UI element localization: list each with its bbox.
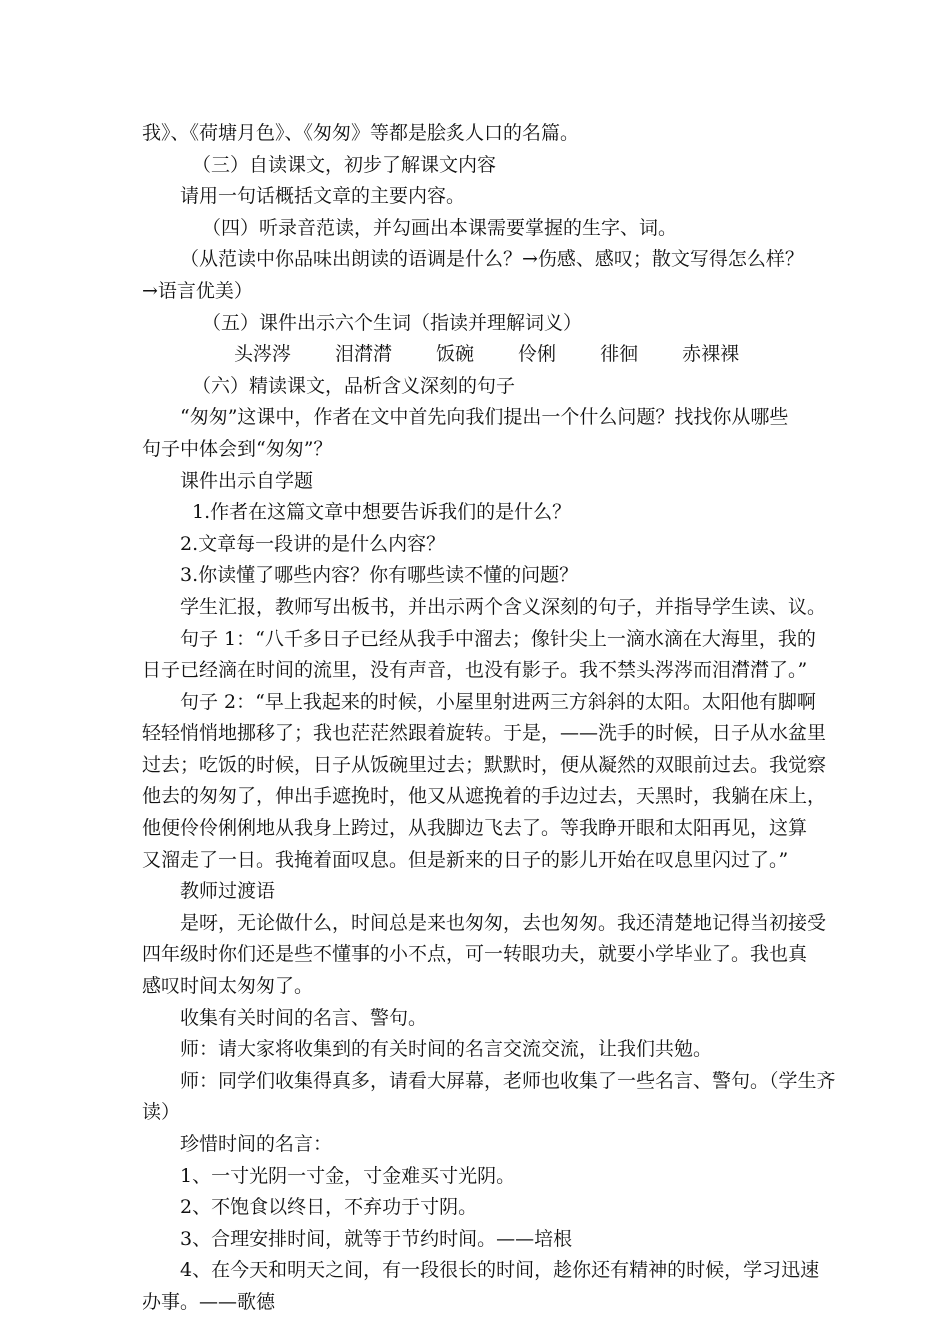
- text-line: 师：请大家将收集到的有关时间的名言交流交流，让我们共勉。: [180, 1038, 713, 1061]
- quote-item: 3、合理安排时间，就等于节约时间。——培根: [180, 1227, 573, 1250]
- text-line: 他去的匆匆了，伸出手遮挽时，他又从遮挽着的手边过去，天黑时，我躺在床上，: [142, 785, 827, 808]
- text-line: 办事。——歌德: [142, 1290, 276, 1313]
- quote-sentence-1: 句子 1：“八千多日子已经从我手中溜去；像针尖上一滴水滴在大海里，我的: [180, 627, 816, 650]
- question-item: 3.你读懂了哪些内容？你有哪些读不懂的问题？: [180, 564, 579, 587]
- text-line: 读）: [142, 1101, 181, 1124]
- text-line: 过去；吃饭的时候，日子从饭碗里过去；默默时，便从凝然的双眼前过去。我觉察: [142, 753, 827, 776]
- text-line: 句子中体会到“匆匆”？: [142, 437, 333, 460]
- text-line: 我》、《荷塘月色》、《匆匆》等都是脍炙人口的名篇。: [142, 122, 580, 144]
- text-line: 学生汇报，教师写出板书，并出示两个含义深刻的句子，并指导学生读、议。: [180, 595, 827, 618]
- text-line: 是呀，无论做什么，时间总是来也匆匆，去也匆匆。我还清楚地记得当初接受: [180, 911, 827, 934]
- text-line: 他便伶伶俐俐地从我身上跨过，从我脚边飞去了。等我睁开眼和太阳再见，这算: [142, 817, 808, 840]
- section-heading-3: （三）自读课文，初步了解课文内容: [192, 153, 497, 176]
- text-line: 感叹时间太匆匆了。: [142, 975, 314, 998]
- text-line: 珍惜时间的名言：: [180, 1133, 333, 1155]
- text-line: 课件出示自学题: [180, 469, 314, 492]
- vocab-word: 伶俐: [518, 343, 557, 366]
- text-line: 四年级时你们还是些不懂事的小不点，可一转眼功夫，就要小学毕业了。我也真: [142, 943, 808, 966]
- text-line: （从范读中你品味出朗读的语调是什么？→伤感、感叹；散文写得怎么样？: [180, 248, 804, 271]
- quote-item: 1、一寸光阴一寸金，寸金难买寸光阴。: [180, 1164, 516, 1187]
- text-line: “匆匆”这课中，作者在文中首先向我们提出一个什么问题？找找你从哪些: [180, 406, 789, 429]
- quote-sentence-2: 句子 2：“早上我起来的时候，小屋里射进两三方斜斜的太阳。太阳他有脚啊: [180, 690, 816, 713]
- vocab-list: [142, 339, 812, 371]
- text-line: 教师过渡语: [180, 880, 276, 903]
- vocab-word: 赤裸裸: [682, 343, 740, 366]
- quote-item: 2、不饱食以终日，不弃功于寸阴。: [180, 1196, 478, 1219]
- text-line: 日子已经滴在时间的流里，没有声音，也没有影子。我不禁头涔涔而泪潸潸了。”: [142, 659, 808, 682]
- question-item: 1.作者在这篇文章中想要告诉我们的是什么？: [192, 501, 572, 524]
- document-body: [142, 118, 836, 1319]
- section-heading-4: （四）听录音范读，并勾画出本课需要掌握的生字、词。: [202, 216, 678, 239]
- text-line: 轻轻悄悄地挪移了；我也茫茫然跟着旋转。于是，——洗手的时候，日子从水盆里: [142, 722, 827, 745]
- text-line: 又溜走了一日。我掩着面叹息。但是新来的日子的影儿开始在叹息里闪过了。”: [142, 848, 789, 871]
- question-item: 2.文章每一段讲的是什么内容？: [180, 532, 446, 555]
- quote-item: 4、在今天和明天之间，有一段很长的时间，趁你还有精神的时候，学习迅速: [180, 1259, 820, 1282]
- vocab-word: 泪潸潸: [335, 343, 393, 366]
- text-line: →语言优美）: [142, 279, 253, 302]
- text-line: 收集有关时间的名言、警句。: [180, 1006, 428, 1029]
- vocab-word: 饭碗: [436, 343, 475, 366]
- vocab-word: 徘徊: [600, 343, 639, 366]
- vocab-word: 头涔涔: [234, 343, 292, 366]
- text-line: 请用一句话概括文章的主要内容。: [180, 185, 466, 208]
- section-heading-5: （五）课件出示六个生词（指读并理解词义）: [202, 311, 583, 334]
- text-line: 师：同学们收集得真多，请看大屏幕，老师也收集了一些名言、警句。（学生齐: [180, 1069, 836, 1092]
- section-heading-6: （六）精读课文，品析含义深刻的句子: [192, 374, 516, 397]
